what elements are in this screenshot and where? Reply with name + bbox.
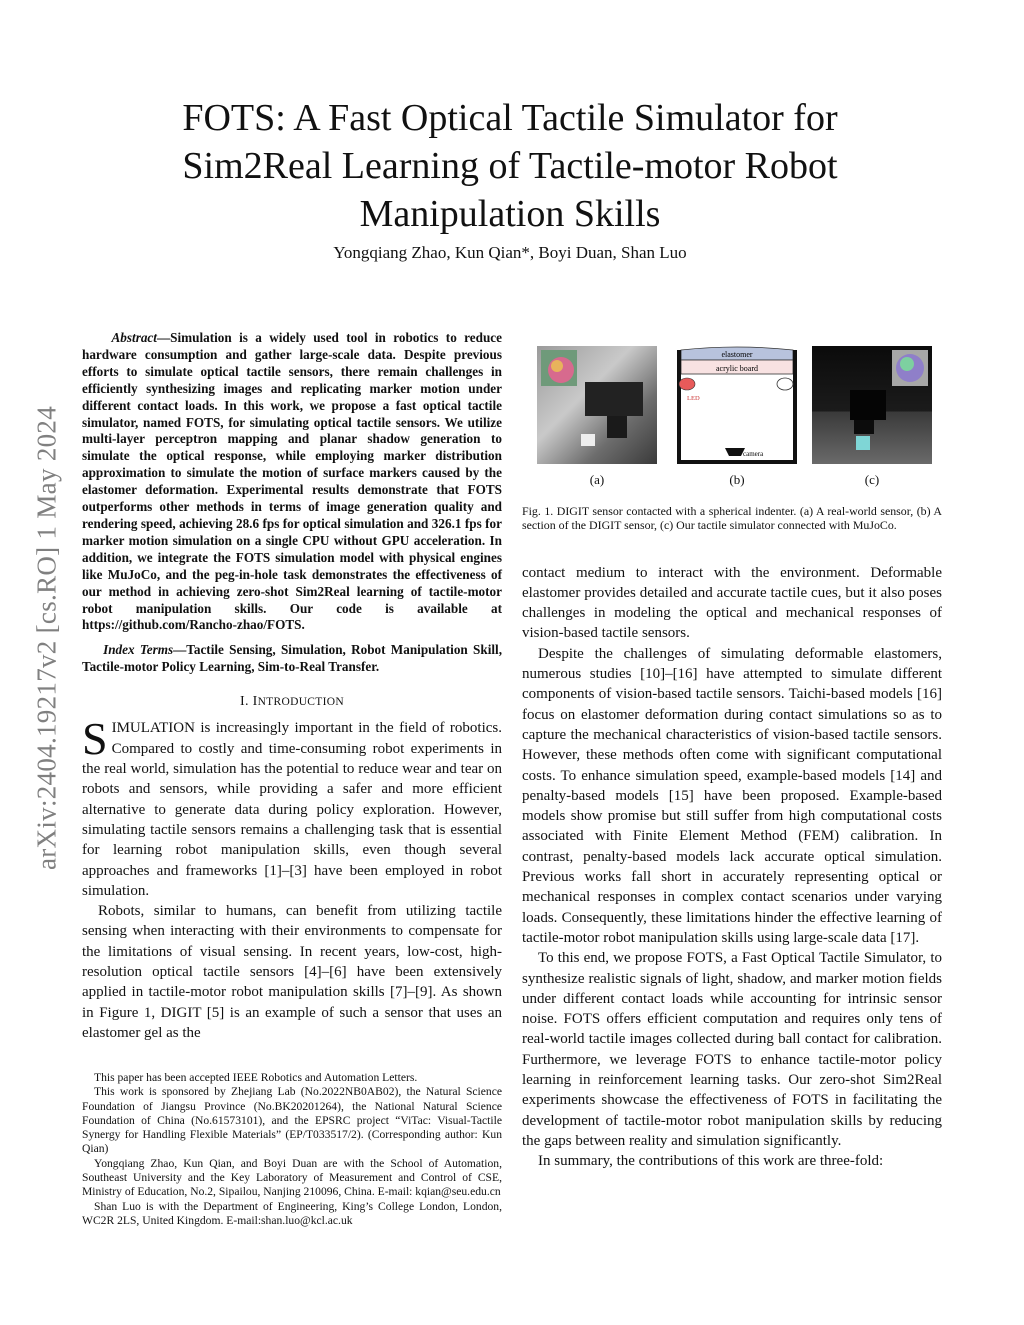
figure-1 xyxy=(532,330,942,500)
body-paragraph: In summary, the contributions of this work are three-fold: xyxy=(538,1153,884,1170)
elastomer-label: elastomer xyxy=(721,350,753,359)
footnotes xyxy=(82,1071,502,1228)
body-paragraph: Despite the challenges of simulating deformable elastomers, numerous studies [10]–[16] have attempted to simulate different components of vision-based tactile sensors. Taichi-based models [16] focus on elastomer deformation during contact simulations so as to capture the mechanical characteristics of vision-based tactile sensors. However, these methods often come with significant computational costs. To enhance simulation speed, example-based models [14] and penalty-based models [15] have been proposed. Example-based models show promise but still suffer from high computational costs associated with Finite Element Method (FEM) calibration. In contrast, penalty-based models lack accurate optical simulation. Previous works fall short in accurately representing optical or mechanical responses in complex contact scenarios under varying loads. Consequently, these limitations hinder the effective learning of tactile-motor robot manipulation skills using large-scale data [17]. xyxy=(522,645,942,946)
right-column xyxy=(522,330,942,1172)
footnote: This paper has been accepted IEEE Robotics and Automation Letters. xyxy=(94,1071,418,1084)
sensor-section-diagram xyxy=(677,346,797,464)
arxiv-id[interactable]: arXiv:2404.19217v2 [cs.RO] 1 May 2024 xyxy=(31,405,62,871)
section-heading-introduction: I. INTRODUCTION xyxy=(240,694,344,710)
paper-title: FOTS: A Fast Optical Tactile Simulator for Sim2Real Learning of Tactile-motor Robot Manipulation Skills xyxy=(182,97,838,235)
figure-caption: Fig. 1. DIGIT sensor contacted with a spherical indenter. (a) A real-world sensor, (b) A section of the DIGIT sensor, (c) Our tactile simulator connected with MuJoCo. xyxy=(522,504,942,533)
abstract-text: —Simulation is a widely used tool in robotics to reduce hardware consumption and gather large-scale data. Despite previous efforts to simulate optical tactile sensors, there remain challenges in efficiently synthesizing images and replicating marker motion under different contact loads. In this work, we propose a fast optical tactile simulator, named FOTS, for simulating optical tactile sensors. We utilize multi-layer perceptron mapping and planar shadow generation to simulate the optical response, while employing marker distribution approximation to simulate the motion of surface markers caused by the elastomer deformation. Experimental results demonstrate that FOTS outperforms other methods in terms of image generation quality and rendering speed, achieving 28.6 fps for optical simulation and 326.1 fps for marker motion simulation on a single CPU without GPU acceleration. In addition, we integrate the FOTS simulation model with physical engines like MuJoCo, and the peg-in-hole task demonstrates the effectiveness of our method in achieving zero-shot Sim2Real learning of tactile-motor robot manipulation skills. Our code is available at https://github.com/Rancho-zhao/FOTS. xyxy=(82,330,503,633)
drop-cap: S xyxy=(82,713,108,765)
author-list: Yongqiang Zhao, Kun Qian*, Boyi Duan, Shan Luo xyxy=(333,243,687,262)
body-paragraph: contact medium to interact with the environment. Deformable elastomer provides detailed and accurate tactile cues, but it also poses challenges in modeling the optical and mechanical responses of vision-based tactile sensors. xyxy=(522,564,942,642)
real-sensor-photo xyxy=(537,346,657,464)
footnote: This work is sponsored by Zhejiang Lab (No.2022NB0AB02), the Natural Science Foundation of Jiangsu Province (No.BK20201264), the National Natural Science Foundation of China (No.61573101), and the EPSRC project “ViTac: Visual-Tactile Synergy for Handling Flexible Materials” (EP/T033517/2). (Corresponding author: Kun Qian) xyxy=(82,1085,502,1156)
mujoco-simulation-render xyxy=(812,346,932,464)
subfigure-label-a: (a) xyxy=(589,472,605,487)
index-terms xyxy=(82,642,502,676)
acrylic-label: acrylic board xyxy=(716,364,758,373)
led-label: LED xyxy=(687,395,700,402)
body-paragraph: To this end, we propose FOTS, a Fast Optical Tactile Simulator, to synthesize realistic signals of light, shadow, and marker motion fields under different contact loads while accounting for intrinsic sensor noise. FOTS offers efficient computation and requires only tens of real-world tactile images collected during ball contact for calibration. Furthermore, we leverage FOTS to enhance tactile-motor policy learning in reinforcement learning tasks. Our zero-shot Sim2Real experiments showcase the effectiveness of FOTS in facilitating the development of tactile-motor robot manipulation skills by reducing the gaps between reality and simulation significantly. xyxy=(522,950,942,1149)
footnote: Yongqiang Zhao, Kun Qian, and Boyi Duan are with the School of Automation, Southeast University and the Key Laboratory of Measurement and Control of CSE, Ministry of Education, No.2, Sipailou, Nanjing 210096, China. E-mail: kqian@seu.edu.cn xyxy=(82,1156,502,1199)
left-column xyxy=(82,330,502,1043)
intro-paragraph-1: SIMULATION is increasingly important in the field of robotics. Compared to costly and time-consuming robot experiments in the real world, simulation has the potential to reduce wear and tear on robots and sensors, while providing a safer and more efficient alternative to generate data during policy exploration. However, simulating tactile sensors remains a challenging task that is essential for learning robot manipulation skills, even though several approaches and frameworks [1]–[3] have been employed in robot simulation. xyxy=(82,713,502,899)
abstract-label: Abstract xyxy=(111,330,157,345)
index-terms-text: —Tactile Sensing, Simulation, Robot Manipulation Skill, Tactile-motor Policy Learning, Sim-to-Real Transfer. xyxy=(82,642,502,675)
index-terms-label: Index Terms xyxy=(103,642,174,658)
footnote: Shan Luo is with the Department of Engineering, King’s College London, London, WC2R 2LS, United Kingdom. E-mail:shan.luo@kcl.ac.uk xyxy=(82,1199,502,1227)
subfigure-label-b: (b) xyxy=(729,472,745,487)
camera-label: camera xyxy=(743,450,764,458)
intro-paragraph-2: Robots, similar to humans, can benefit from utilizing tactile sensing when interacting with their environments to compensate for the limitations of visual sensing. In recent years, low-cost, high-resolution optical tactile sensors [4]–[6] have been extensively applied in tactile-motor robot manipulation skills [7]–[9]. As shown in Figure 1, DIGIT [5] is an example of such a sensor that uses an elastomer gel as the xyxy=(82,903,502,1041)
subfigure-label-c: (c) xyxy=(864,472,880,487)
abstract xyxy=(82,330,502,634)
arxiv-watermark xyxy=(30,345,64,931)
